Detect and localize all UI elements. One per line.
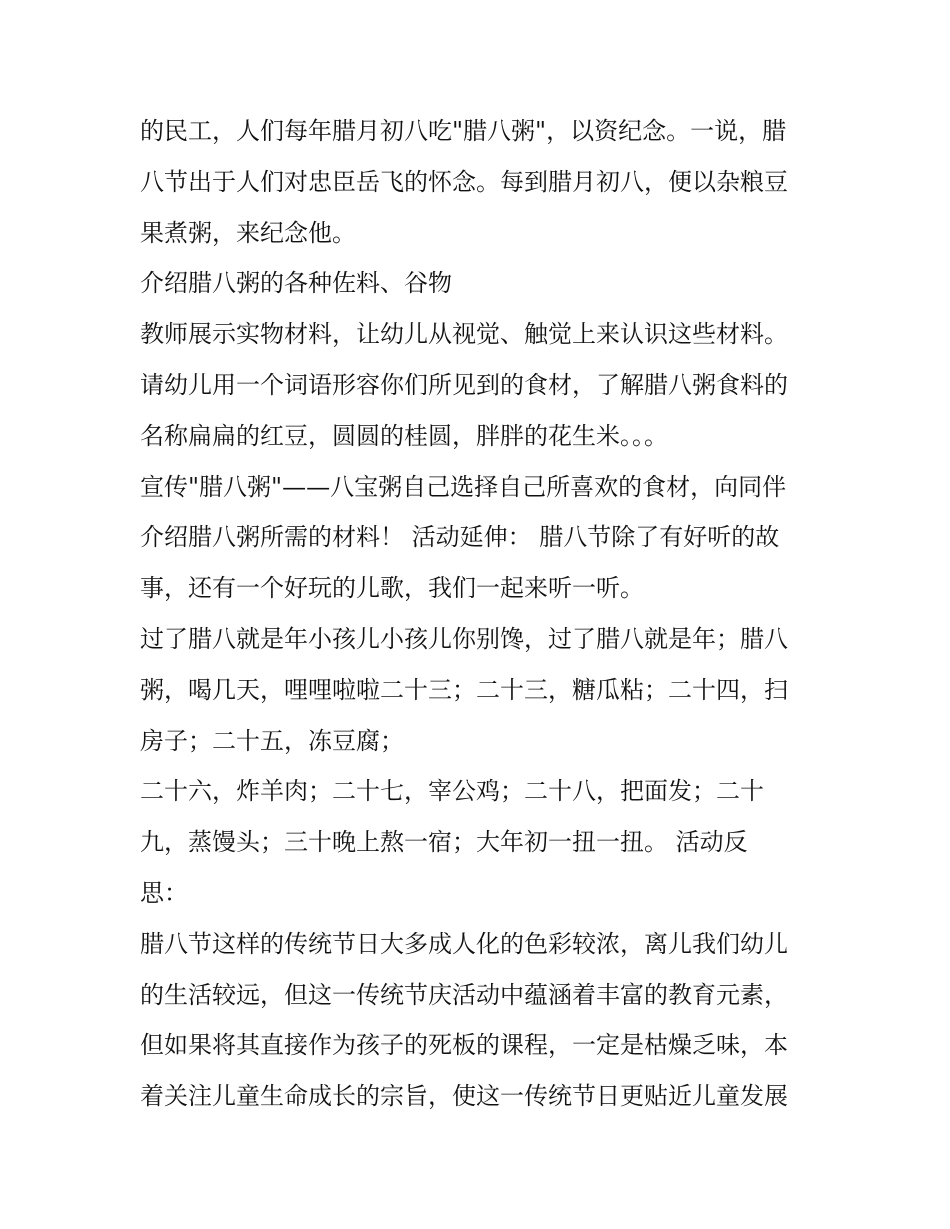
text-line: 宣传"腊八粥"——八宝粥自己选择自己所喜欢的食材，向同伴 (140, 472, 787, 501)
text-line: 事，还有一个好玩的儿歌，我们一起来听一听。 (140, 574, 644, 603)
text-line: 着关注儿童生命成长的宗旨，使这一传统节日更贴近儿童发展 (140, 1082, 788, 1111)
text-line: 果煮粥，来纪念他。 (140, 218, 356, 247)
text-line: 八节出于人们对忠臣岳飞的怀念。每到腊月初八，便以杂粮豆 (140, 167, 788, 196)
text-line: 名称扁扁的红豆，圆圆的桂圆，胖胖的花生米。。。 (140, 421, 668, 450)
text-line: 思： (140, 878, 188, 907)
text-line: 但如果将其直接作为孩子的死板的课程，一定是枯燥乏味，本 (140, 1031, 788, 1060)
text-line: 的生活较远，但这一传统节庆活动中蕴涵着丰富的教育元素， (140, 980, 788, 1009)
text-line: 的民工，人们每年腊月初八吃"腊八粥"，以资纪念。一说，腊 (140, 117, 787, 145)
text-line: 九，蒸馒头；三十晚上熬一宿；大年初一扭一扭。 活动反 (140, 828, 748, 857)
text-line: 腊八节这样的传统节日大多成人化的色彩较浓，离儿我们幼儿 (140, 929, 788, 958)
text-line: 房子；二十五，冻豆腐； (140, 726, 404, 755)
text-line: 粥，喝几天，哩哩啦啦二十三；二十三，糖瓜粘；二十四，扫 (140, 675, 788, 704)
text-line: 请幼儿用一个词语形容你们所见到的食材，了解腊八粥食料的 (140, 370, 788, 399)
section-heading: 介绍腊八粥的各种佐料、谷物 (140, 269, 452, 298)
text-line: 过了腊八就是年小孩儿小孩儿你别馋，过了腊八就是年；腊八 (140, 624, 788, 653)
text-line: 教师展示实物材料，让幼儿从视觉、触觉上来认识这些材料。 (140, 320, 788, 349)
text-line: 二十六，炸羊肉；二十七，宰公鸡；二十八，把面发；二十 (140, 777, 764, 806)
body-text (140, 106, 820, 1122)
text-line: 介绍腊八粥所需的材料！ 活动延伸： 腊八节除了有好听的故 (140, 523, 780, 552)
